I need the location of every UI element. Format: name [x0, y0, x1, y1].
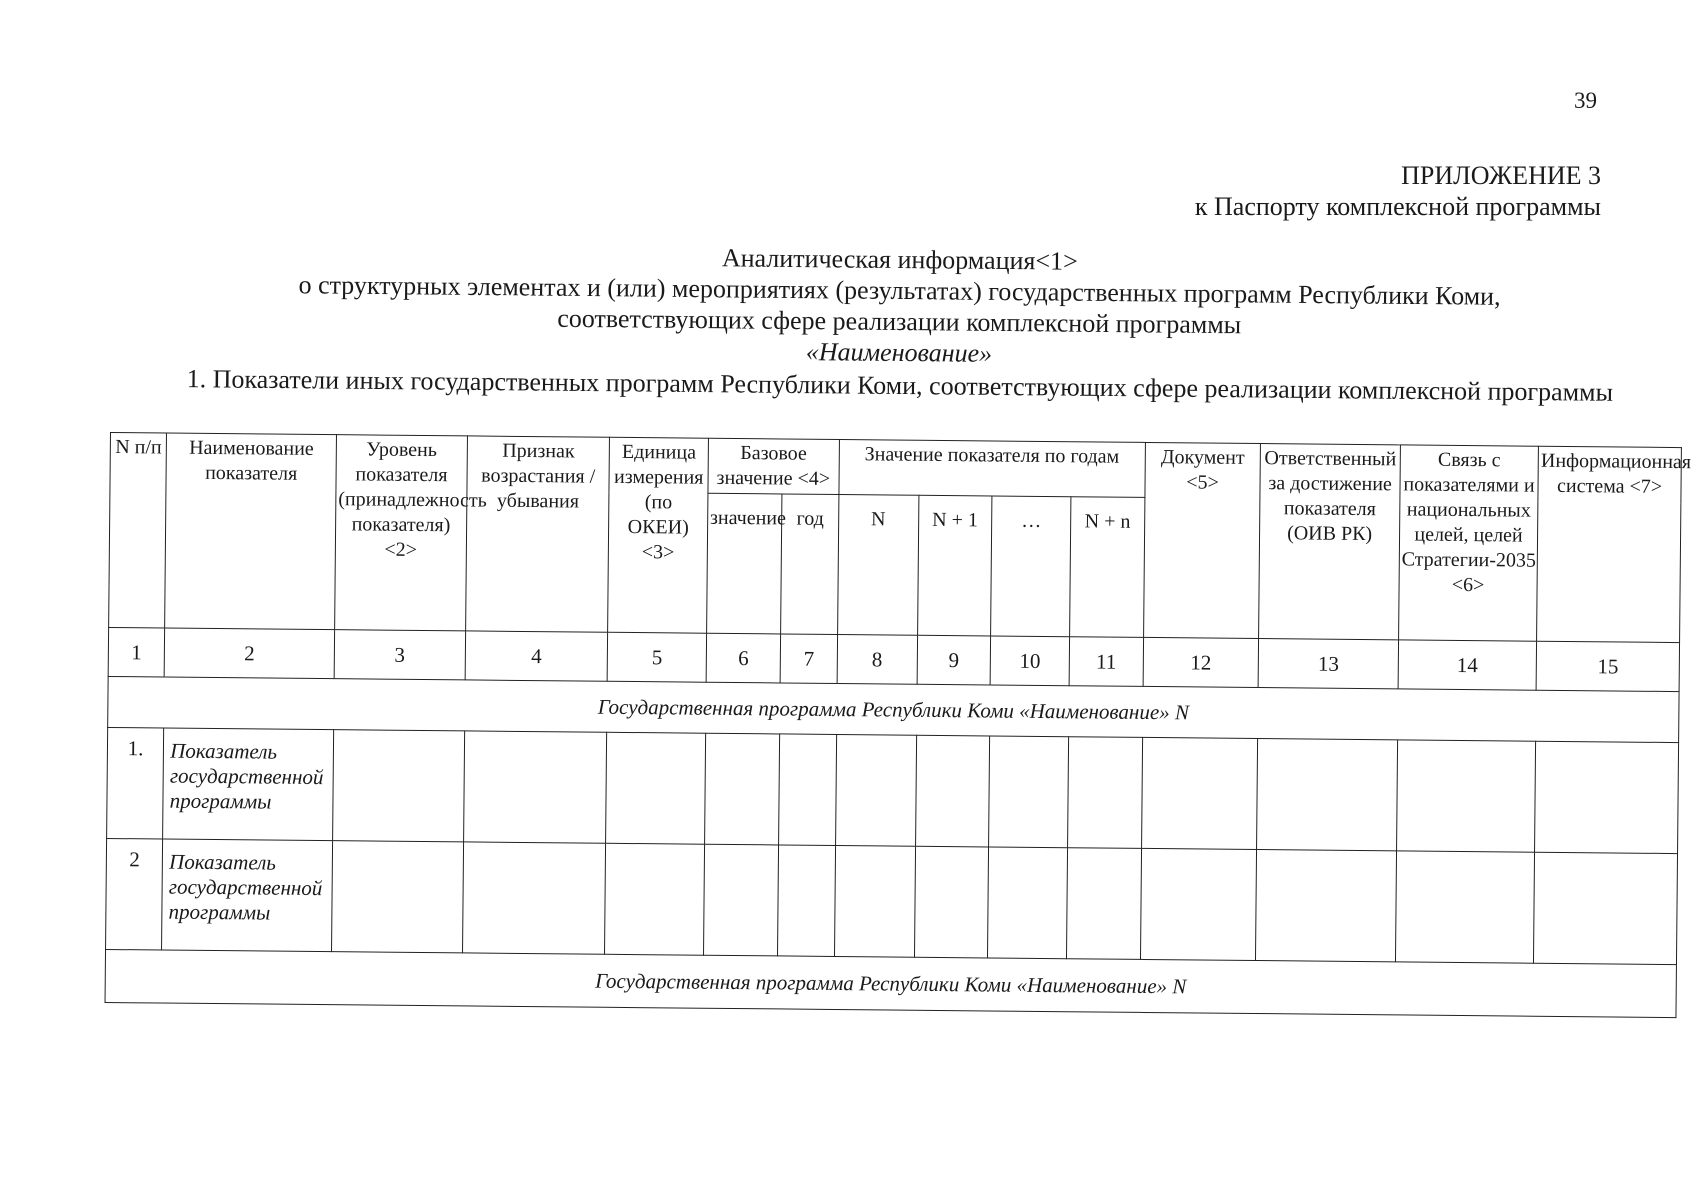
- indicators-table-wrap: [105, 432, 1692, 1018]
- table-cell: [1396, 740, 1535, 852]
- table-cell: [1534, 852, 1678, 964]
- header-base-value: значение: [706, 493, 782, 634]
- header-year-n: N: [837, 494, 918, 635]
- table-cell: [1395, 851, 1534, 963]
- header-name: Наименование показателя: [165, 433, 337, 630]
- column-number: 10: [990, 636, 1069, 686]
- table-cell: [1257, 739, 1398, 851]
- title-program-name: «Наименование»: [805, 337, 993, 368]
- column-number: 13: [1258, 639, 1398, 689]
- appendix-label: [1195, 160, 1601, 222]
- header-document: Документ <5>: [1143, 442, 1261, 638]
- header-year-nn: N + n: [1070, 497, 1145, 638]
- column-number: 12: [1143, 637, 1259, 687]
- column-number: 7: [781, 634, 838, 684]
- header-sign: Признак возрастания /убывания: [465, 436, 610, 632]
- header-level: Уровень показателя (принадлежность показателя) <2>: [335, 435, 468, 631]
- header-base-year: год: [781, 494, 839, 635]
- table-cell: [1256, 850, 1397, 962]
- column-number: 3: [334, 630, 465, 680]
- table-cell: [703, 844, 779, 956]
- row-number: 1.: [107, 727, 164, 839]
- document-title: [189, 237, 1610, 375]
- header-base: Базовое значение <4>: [708, 438, 839, 494]
- table-cell: [704, 733, 780, 845]
- appendix-title: ПРИЛОЖЕНИЕ 3: [1401, 161, 1601, 190]
- table-cell: [1140, 848, 1257, 960]
- column-number: 8: [837, 634, 917, 684]
- table-cell: [1535, 741, 1679, 853]
- table-cell: [989, 736, 1069, 848]
- table-cell: [988, 847, 1068, 959]
- column-number: 11: [1069, 637, 1143, 687]
- title-line-2: о структурных элементах и (или) мероприятиях (результатах) государственных программ Республики Коми,: [298, 270, 1501, 311]
- column-number: 5: [608, 632, 707, 682]
- table-cell: [778, 845, 835, 957]
- table-cell: [333, 730, 465, 842]
- header-values-by-year: Значение показателя по годам: [839, 439, 1146, 497]
- column-number: 1: [108, 627, 165, 677]
- table-cell: [1068, 737, 1143, 849]
- column-number: 6: [706, 633, 781, 683]
- program-label: Государственная программа Республики Коми «Наименование» N: [105, 949, 1676, 1017]
- table-cell: [606, 732, 705, 844]
- header-info-system: Информационная система <7>: [1537, 446, 1682, 642]
- table-cell: [914, 846, 989, 958]
- header-num: N п/п: [109, 433, 167, 629]
- table-row: [107, 727, 1679, 853]
- indicators-table: [105, 432, 1692, 1018]
- header-unit: Единица измерения (по ОКЕИ) <3>: [608, 437, 708, 633]
- column-number: 2: [164, 628, 334, 679]
- column-number: 14: [1398, 640, 1537, 690]
- section-heading: 1. Показатели иных государственных программ Республики Коми, соответствующих сфере реализации комплексной программы: [186, 364, 1614, 407]
- column-number: 4: [465, 631, 608, 681]
- title-line-3: соответствующих сфере реализации комплексной программы: [557, 303, 1242, 340]
- row-number: 2: [106, 838, 163, 950]
- header-responsible: Ответственный за достижение показателя (ОИВ РК): [1259, 444, 1400, 640]
- indicator-name: Показатель государственной программы: [162, 839, 333, 952]
- table-cell: [331, 841, 463, 953]
- appendix-subtitle: к Паспорту комплексной программы: [1194, 192, 1601, 221]
- table-cell: [605, 843, 704, 955]
- program-label: Государственная программа Республики Коми «Наименование» N: [108, 676, 1679, 742]
- table-cell: [1067, 848, 1142, 960]
- title-line-1: Аналитическая информация<1>: [721, 243, 1078, 276]
- page-number: 39: [1574, 88, 1597, 113]
- table-cell: [463, 731, 607, 843]
- header-row-1: [110, 433, 1681, 503]
- table-row: [106, 838, 1678, 964]
- header-link: Связь с показателями и национальных целей, целей Стратегии-2035 <6>: [1398, 445, 1538, 641]
- table-cell: [834, 845, 915, 957]
- table-cell: [1141, 737, 1258, 849]
- table-cell: [835, 734, 916, 846]
- table-cell: [779, 734, 836, 846]
- header-year-dots: …: [991, 496, 1071, 637]
- table-cell: [915, 735, 990, 847]
- indicator-name: Показатель государственной программы: [163, 728, 334, 841]
- column-number: 15: [1536, 641, 1679, 691]
- header-year-n1: N + 1: [917, 495, 992, 636]
- table-cell: [462, 842, 606, 954]
- column-number: 9: [917, 635, 991, 685]
